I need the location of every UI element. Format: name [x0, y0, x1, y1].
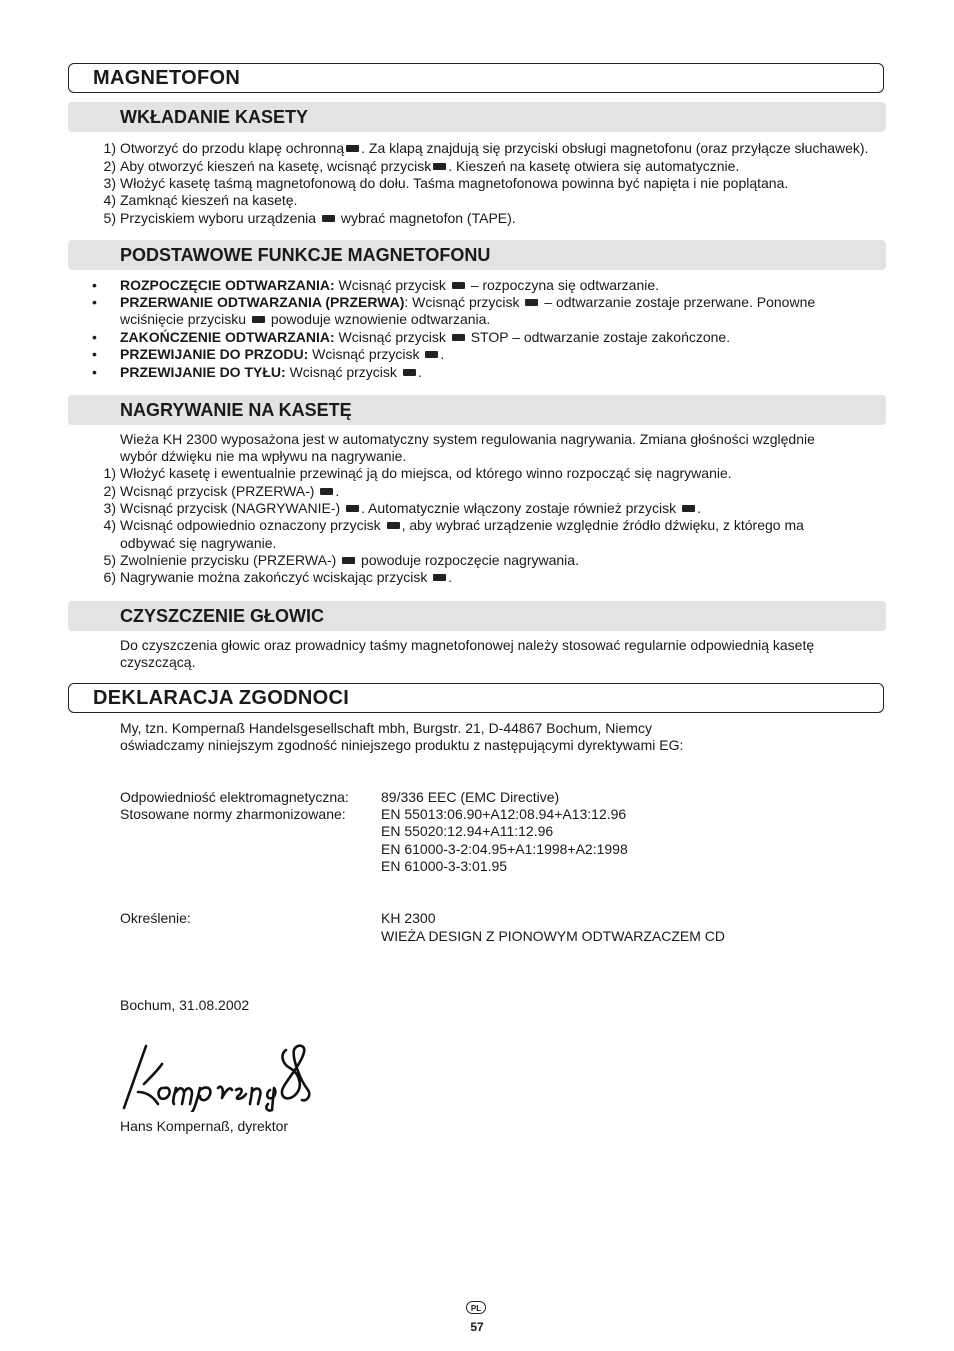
list-item-continuation: wciśnięcie przycisku powoduje wznowienie odtwarzania. [120, 311, 491, 327]
list-item: PRZEWIJANIE DO TYŁU: Wcisnąć przycisk . [120, 364, 422, 380]
list-number: 3) [103, 500, 116, 516]
list-item: Wcisnąć przycisk (NAGRYWANIE-) . Automatycznie włączony zostaje również przycisk . [120, 500, 701, 516]
list-item: PRZEWIJANIE DO PRZODU: Wcisnąć przycisk . [120, 346, 445, 362]
paragraph: wybór dźwięku nie ma wpływu na nagrywanie. [120, 448, 407, 464]
list-item: ROZPOCZĘCIE ODTWARZANIA: Wcisnąć przycisk – rozpoczyna się odtwarzanie. [120, 277, 660, 293]
paragraph: My, tzn. Kompernaß Handelsgesellschaft mbh, Burgstr. 21, D-44867 Bochum, Niemcy [120, 720, 652, 736]
section-title: MAGNETOFON [93, 67, 241, 89]
emc-label: Odpowiedniość elektromagnetyczna: [120, 789, 349, 805]
list-item: Wcisnąć odpowiednio oznaczony przycisk , aby wybrać urządzenie względnie źródło dźwięku, z którego ma [120, 517, 804, 533]
subsection-title: CZYSZCZENIE GŁOWIC [120, 606, 324, 626]
list-item: Zamknąć kieszeń na kasetę. [120, 192, 298, 208]
bullet-icon: • [92, 277, 97, 293]
list-item: PRZERWANIE ODTWARZANIA (PRZERWA): Wcisnąć przycisk – odtwarzanie zostaje przerwane. Ponowne [120, 294, 816, 310]
button-symbol-icon [387, 522, 400, 529]
paragraph: Do czyszczenia głowic oraz prowadnicy taśmy magnetofonowej należy stosować regularnie odpowiednią kasetę [120, 637, 815, 653]
emc-value: 89/336 EEC (EMC Directive) [381, 789, 560, 805]
paragraph: czyszczącą. [120, 654, 196, 670]
list-number: 5) [103, 210, 116, 226]
norm-value: EN 55013:06.90+A12:08.94+A13:12.96 [381, 806, 627, 822]
subsection-title: WKŁADANIE KASETY [120, 107, 308, 127]
list-number: 2) [103, 158, 116, 174]
bullet-icon: • [92, 294, 97, 310]
list-number: 6) [103, 569, 116, 585]
list-item: Zwolnienie przycisku (PRZERWA-) powoduje rozpoczęcie nagrywania. [120, 552, 579, 568]
section-title: DEKLARACJA ZGODNOCI [93, 687, 350, 709]
list-item: Włożyć kasetę taśmą magnetofonową do dołu. Taśma magnetofonowa powinna być napięta i nie poplątana. [120, 175, 789, 191]
button-symbol-icon [452, 334, 465, 341]
norm-value: EN 61000-3-2:04.95+A1:1998+A2:1998 [381, 841, 628, 857]
list-number: 5) [103, 552, 116, 568]
spec-value: WIEŻA DESIGN Z PIONOWYM ODTWARZACZEM CD [381, 928, 726, 944]
bullet-icon: • [92, 364, 97, 380]
list-item: Otworzyć do przodu klapę ochronną . Za klapą znajdują się przyciski obsługi magnetofonu (oraz przyłącze słuchawek). [120, 140, 869, 156]
list-number: 4) [103, 192, 116, 208]
norm-value: EN 55020:12.94+A11:12.96 [381, 823, 554, 839]
list-item: Włożyć kasetę i ewentualnie przewinąć ją do miejsca, od którego winno rozpocząć się nagrywanie. [120, 465, 732, 481]
button-symbol-icon [320, 488, 333, 495]
list-item: Aby otworzyć kieszeń na kasetę, wcisnąć przycisk . Kieszeń na kasetę otwiera się automatycznie. [120, 158, 740, 174]
button-symbol-icon [433, 574, 446, 581]
signer-name: Hans Kompernaß, dyrektor [120, 1118, 289, 1134]
subsection-header-nagrywanie [68, 395, 886, 425]
list-number: 3) [103, 175, 116, 191]
list-item: ZAKOŃCZENIE ODTWARZANIA: Wcisnąć przycisk STOP – odtwarzanie zostaje zakończone. [120, 329, 731, 345]
page-number: 57 [470, 1320, 484, 1334]
bullet-icon: • [92, 329, 97, 345]
list-item: Wcisnąć przycisk (PRZERWA-) . [120, 483, 340, 499]
button-symbol-icon [346, 505, 359, 512]
language-badge: PL [466, 1301, 486, 1314]
button-symbol-icon [346, 145, 359, 152]
spec-value: KH 2300 [381, 910, 436, 926]
subsection-header-wkladanie [68, 102, 886, 132]
list-item: Nagrywanie można zakończyć wciskając przycisk . [120, 569, 453, 585]
subsection-title: PODSTAWOWE FUNKCJE MAGNETOFONU [120, 245, 491, 265]
button-symbol-icon [452, 282, 465, 289]
place-date: Bochum, 31.08.2002 [120, 997, 250, 1013]
norms-label: Stosowane normy zharmonizowane: [120, 806, 346, 822]
button-symbol-icon [252, 316, 265, 323]
spec-label: Określenie: [120, 910, 191, 926]
list-number: 1) [103, 140, 116, 156]
section-header-deklaracja [68, 683, 884, 713]
button-symbol-icon [425, 351, 438, 358]
norm-value: EN 61000-3-3:01.95 [381, 858, 508, 874]
list-number: 1) [103, 465, 116, 481]
list-item: Przyciskiem wyboru urządzenia wybrać magnetofon (TAPE). [120, 210, 516, 226]
list-number: 4) [103, 517, 116, 533]
list-item-continuation: odbywać się nagrywanie. [120, 535, 277, 551]
signature-image [118, 1040, 318, 1112]
section-header-magnetofon [68, 63, 884, 93]
subsection-header-czyszczenie [68, 601, 886, 631]
button-symbol-icon [403, 369, 416, 376]
subsection-header-podstawowe [68, 240, 886, 270]
bullet-icon: • [92, 346, 97, 362]
button-symbol-icon [342, 557, 355, 564]
button-symbol-icon [322, 215, 335, 222]
paragraph: oświadczamy niniejszym zgodność niniejszego produktu z następującymi dyrektywami EG: [120, 737, 684, 753]
button-symbol-icon [433, 163, 446, 170]
subsection-title: NAGRYWANIE NA KASETĘ [120, 400, 352, 420]
button-symbol-icon [525, 299, 538, 306]
paragraph: Wieża KH 2300 wyposażona jest w automatyczny system regulowania nagrywania. Zmiana głośności względnie [120, 431, 815, 447]
list-number: 2) [103, 483, 116, 499]
button-symbol-icon [682, 505, 695, 512]
